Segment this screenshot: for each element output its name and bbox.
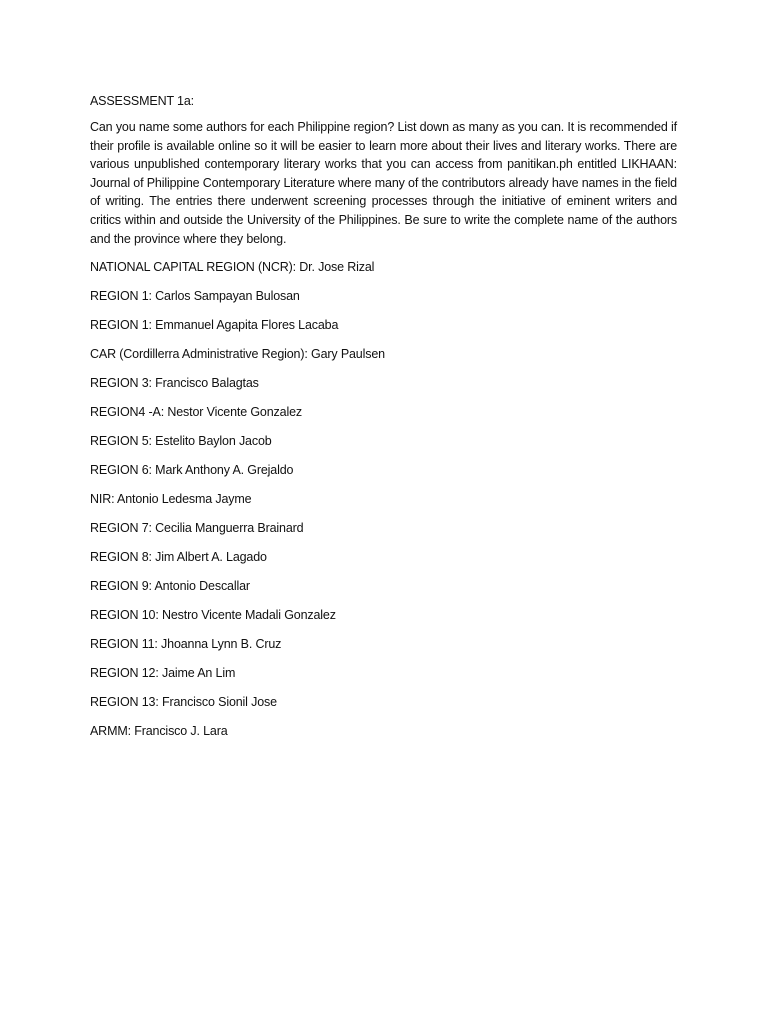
region-author-entry: REGION 13: Francisco Sionil Jose [90, 695, 277, 710]
region-author-entry: REGION4 -A: Nestor Vicente Gonzalez [90, 405, 302, 420]
region-author-entry: REGION 5: Estelito Baylon Jacob [90, 434, 272, 449]
region-author-entry: REGION 1: Emmanuel Agapita Flores Lacaba [90, 318, 339, 333]
region-author-entry: REGION 6: Mark Anthony A. Grejaldo [90, 463, 294, 478]
region-author-entry: CAR (Cordillerra Administrative Region): Gary Paulsen [90, 347, 385, 362]
region-author-entry: NIR: Antonio Ledesma Jayme [90, 492, 252, 507]
region-author-entry: REGION 10: Nestro Vicente Madali Gonzalez [90, 608, 336, 623]
region-author-entry: REGION 11: Jhoanna Lynn B. Cruz [90, 637, 282, 652]
region-author-entry: REGION 7: Cecilia Manguerra Brainard [90, 521, 304, 536]
document-page [90, 92, 677, 751]
region-author-list [90, 258, 677, 751]
assessment-heading: ASSESSMENT 1a: [90, 94, 194, 108]
region-author-entry: REGION 8: Jim Albert A. Lagado [90, 550, 267, 565]
region-author-entry: NATIONAL CAPITAL REGION (NCR): Dr. Jose Rizal [90, 260, 375, 275]
region-author-entry: REGION 12: Jaime An Lim [90, 666, 236, 681]
region-author-entry: ARMM: Francisco J. Lara [90, 724, 228, 739]
region-author-entry: REGION 9: Antonio Descallar [90, 579, 250, 594]
region-author-entry: REGION 3: Francisco Balagtas [90, 376, 259, 391]
instructions-paragraph: Can you name some authors for each Philippine region? List down as many as you can. It is recommended if their profile is available online so it will be easier to learn more about their lives and literary works. There are various unpublished contemporary literary works that you can access from panitikan.ph entitled LIKHAAN: Journal of Philippine Contemporary Literature where many of the contributors already have names in the field of writing. The entries there underwent screening processes through the initiative of eminent writers and critics within and outside the University of the Philippines. Be sure to write the complete name of the authors and the province where they belong. [90, 120, 677, 246]
region-author-entry: REGION 1: Carlos Sampayan Bulosan [90, 289, 300, 304]
